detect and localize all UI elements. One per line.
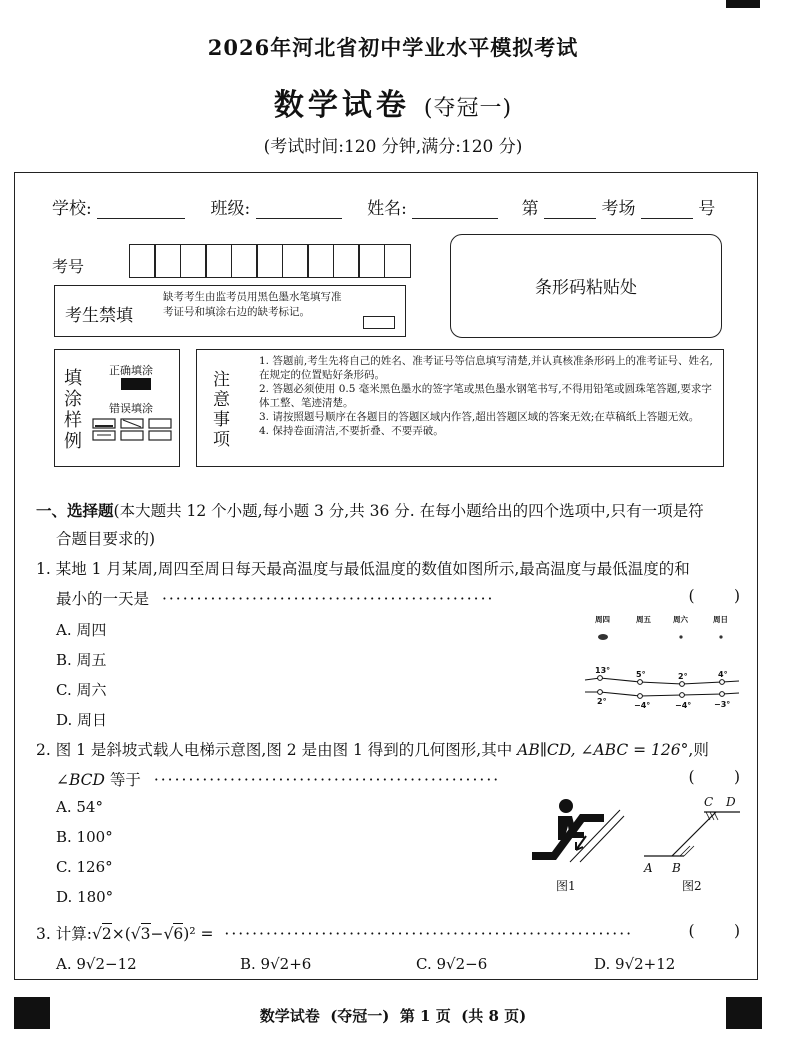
notice-item-4: 4. 保持卷面清洁,不要折叠、不要弄破。	[259, 425, 444, 437]
sun-icon	[679, 635, 682, 638]
notice-title: 注意事项	[213, 370, 230, 450]
q3-prefix: 3. 计算:	[36, 925, 92, 943]
low-temp-sat: −4°	[675, 701, 692, 710]
room-field[interactable]	[544, 200, 596, 219]
exam-number-cells[interactable]	[130, 244, 411, 278]
q1-option-d[interactable]: D. 周日	[56, 711, 108, 729]
q2-stem-line1	[36, 738, 709, 760]
high-temp-thu: 13°	[595, 666, 611, 675]
absent-box	[54, 285, 406, 337]
wrong-fill-marks	[91, 417, 175, 443]
paper-title	[0, 80, 786, 124]
point-a-label: A	[644, 861, 653, 875]
exam-number-cell[interactable]	[154, 244, 181, 278]
point-b-label: B	[672, 861, 681, 875]
day-label-thu: 周四	[595, 615, 610, 624]
q3-option-b[interactable]: B. 9√2+6	[240, 955, 312, 973]
exam-number-cell[interactable]	[333, 244, 360, 278]
low-temp-line	[585, 692, 739, 696]
fig1-label: 图1	[556, 879, 576, 893]
low-temp-thu: 2°	[597, 697, 607, 706]
section1-heading: 一、选择题	[36, 501, 114, 520]
school-field[interactable]	[97, 200, 185, 219]
name-label: 姓名:	[367, 199, 407, 219]
high-temp-sun: 4°	[718, 670, 728, 679]
barcode-area[interactable]	[450, 234, 722, 338]
absent-mark-box[interactable]	[363, 316, 395, 329]
paper-title-main: 数学试卷	[273, 88, 410, 123]
point-c-label: C	[704, 795, 714, 809]
q2-angle-math: ∠BCD	[56, 771, 105, 789]
registration-mark-top-right	[726, 0, 760, 8]
q2-option-c[interactable]: C. 126°	[56, 858, 113, 876]
q2-stem-post: ,则	[688, 741, 709, 759]
paper-title-sub: (夺冠一)	[423, 96, 513, 121]
exam-number-cell[interactable]	[282, 244, 309, 278]
seat-prefix: 第	[521, 199, 539, 219]
correct-fill-mark	[121, 378, 151, 390]
low-temp-sun: −3°	[714, 700, 731, 709]
q2-escalator-figure	[524, 796, 628, 868]
q3-stem	[36, 922, 740, 944]
sun-icon	[719, 635, 722, 638]
q1-leader-dots: ················································	[161, 590, 495, 608]
fig2-label: 图2	[682, 879, 702, 893]
q2-geometry-figure	[640, 792, 744, 878]
q1-temperature-figure	[582, 612, 742, 712]
section1-desc	[36, 499, 746, 521]
wrong-fill-label: 错误填涂	[109, 402, 153, 415]
q2-stem-line2	[56, 768, 740, 790]
point-d-label: D	[726, 795, 736, 809]
high-temp-line	[585, 678, 739, 684]
class-field[interactable]	[256, 200, 342, 219]
q2-stem-text: 等于	[104, 771, 141, 789]
q1-answer-paren: ( )	[688, 587, 740, 605]
low-temp-fri: −4°	[634, 701, 651, 710]
seat-mid: 考场	[601, 199, 636, 219]
q1-stem-text: 最小的一天是	[56, 590, 150, 608]
exam-number-cell[interactable]	[358, 244, 385, 278]
notice-item-2: 2. 答题必须使用 0.5 毫米黑色墨水的签字笔或黑色墨水钢笔书写,不得用铅笔或圆珠笔答题,要求字体工整、笔迹清楚。	[259, 383, 712, 409]
q1-option-c[interactable]: C. 周六	[56, 681, 107, 699]
exam-number-cell[interactable]	[307, 244, 334, 278]
fill-sample-box	[54, 349, 180, 467]
q3-leader-dots: ···························································	[224, 925, 634, 943]
fill-sample-title: 填涂样例	[64, 368, 82, 452]
barcode-label: 条形码粘贴处	[535, 278, 637, 298]
exam-number-cell[interactable]	[256, 244, 283, 278]
q2-leader-dots: ··················································	[153, 771, 501, 789]
exam-number-cell[interactable]	[129, 244, 156, 278]
q1-stem-line2	[56, 587, 740, 609]
name-field[interactable]	[412, 200, 498, 219]
q3-expression: √2×(√3−√6)² =	[91, 925, 214, 943]
exam-number-cell[interactable]	[205, 244, 232, 278]
day-label-sun: 周日	[713, 615, 728, 624]
q2-option-d[interactable]: D. 180°	[56, 888, 114, 906]
high-temp-fri: 5°	[636, 670, 646, 679]
notice-item-3: 3. 请按照题号顺序在各题目的答题区域内作答,超出答题区域的答案无效;在草稿纸上答题无效。	[259, 411, 700, 423]
info-fields-row	[52, 194, 732, 219]
absent-title: 考生禁填	[65, 306, 133, 326]
class-label: 班级:	[210, 199, 251, 219]
q2-option-b[interactable]: B. 100°	[56, 828, 113, 846]
q3-option-c[interactable]: C. 9√2−6	[416, 955, 488, 973]
section1-desc-line1: (本大题共 12 个小题,每小题 3 分,共 36 分. 在每小题给出的四个选项中,只有一项是符	[113, 502, 704, 520]
exam-number-cell[interactable]	[231, 244, 258, 278]
q2-stem-pre: 2. 图 1 是斜坡式载人电梯示意图,图 2 是由图 1 得到的几何图形,其中	[36, 741, 518, 759]
cloud-icon	[598, 634, 608, 640]
person-head-icon	[559, 799, 573, 813]
notice-list	[259, 354, 715, 438]
q1-option-a[interactable]: A. 周四	[56, 621, 107, 639]
day-label-sat: 周六	[673, 615, 688, 624]
seat-field[interactable]	[641, 200, 693, 219]
q1-option-b[interactable]: B. 周五	[56, 651, 107, 669]
wrong-mark-dot	[149, 419, 171, 428]
exam-number-cell[interactable]	[180, 244, 207, 278]
exam-series-title: 2026年河北省初中学业水平模拟考试	[207, 35, 579, 60]
exam-number-label: 考号	[52, 257, 85, 276]
q3-option-d[interactable]: D. 9√2+12	[594, 955, 676, 973]
day-label-fri: 周五	[636, 615, 651, 624]
page-footer: 数学试卷 (夺冠一) 第 1 页 (共 8 页)	[259, 1007, 527, 1025]
q3-option-a[interactable]: A. 9√2−12	[56, 955, 137, 973]
section1-desc-line2: 合题目要求的)	[56, 530, 156, 548]
down-arrow-icon	[576, 836, 586, 850]
exam-number-cell[interactable]	[384, 244, 411, 278]
seat-suffix: 号	[698, 199, 716, 219]
q3-answer-paren: ( )	[688, 922, 740, 940]
high-temp-sat: 2°	[678, 672, 688, 681]
absent-text: 缺考考生由监考员用黑色墨水笔填写准考证号和填涂右边的缺考标记。	[163, 291, 342, 318]
notice-box	[196, 349, 724, 467]
correct-fill-label: 正确填涂	[109, 364, 153, 377]
school-label: 学校:	[52, 199, 92, 219]
q2-stem-math: AB∥CD, ∠ABC = 126°	[517, 741, 689, 759]
q2-answer-paren: ( )	[688, 768, 740, 786]
q1-stem-line1: 1. 某地 1 月某周,周四至周日每天最高温度与最低温度的数值如图所示,最高温度与最低温度的和	[36, 560, 690, 578]
q2-option-a[interactable]: A. 54°	[56, 798, 103, 816]
exam-info: (考试时间:120 分钟,满分:120 分)	[263, 137, 523, 157]
notice-item-1: 1. 答题前,考生先将自己的姓名、准考证号等信息填写清楚,并认真核准条形码上的准考证号、姓名,在规定的位置贴好条形码。	[259, 355, 713, 381]
